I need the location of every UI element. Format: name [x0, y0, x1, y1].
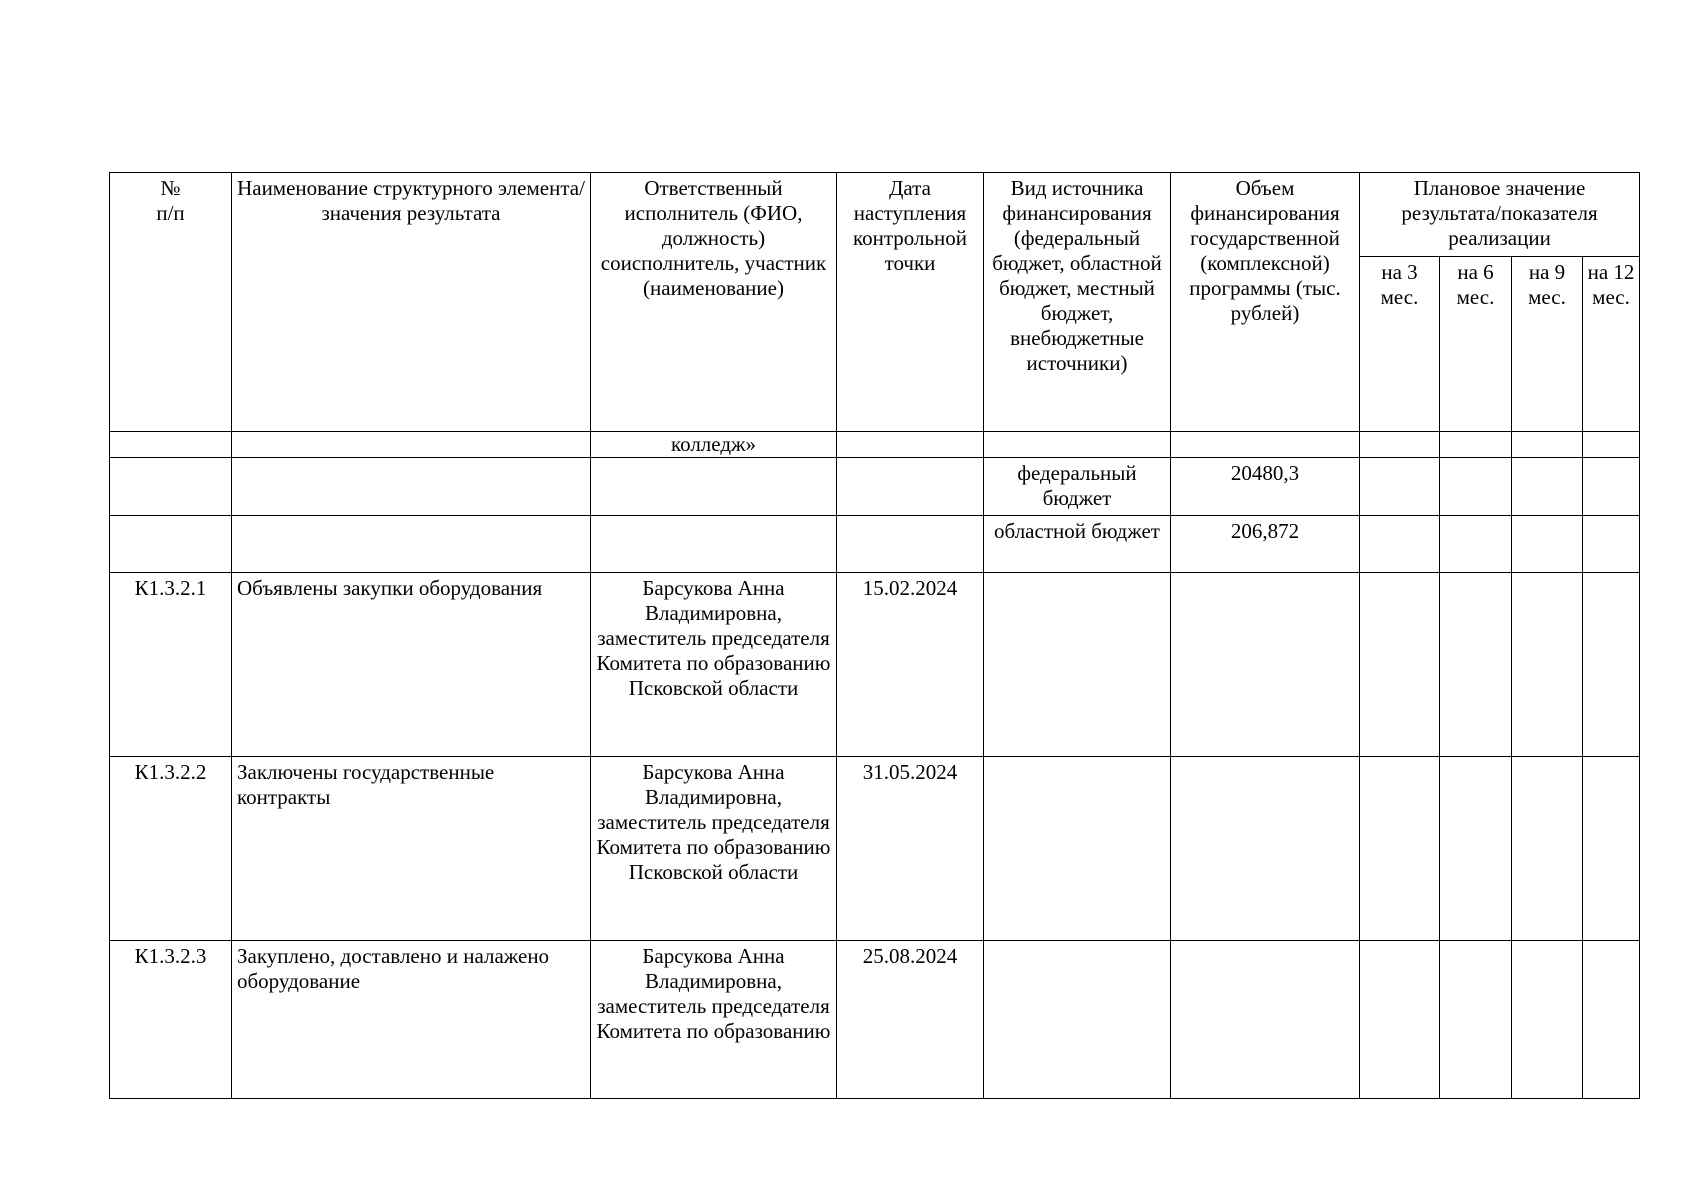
cell-plan-6: [1440, 516, 1512, 573]
cell-num: [110, 458, 232, 516]
cell-plan-9: [1512, 516, 1583, 573]
cell-plan-3: [1360, 516, 1440, 573]
cell-volume: [1171, 432, 1360, 458]
cell-date: 25.08.2024: [837, 941, 984, 1099]
cell-source: областной бюджет: [984, 516, 1171, 573]
cell-plan-9: [1512, 757, 1583, 941]
cell-executor: Барсукова Анна Владимировна, заместитель председателя Комитета по образованию Псковской области: [591, 573, 837, 757]
header-plan-6: на 6 мес.: [1440, 257, 1512, 432]
cell-plan-12: [1583, 573, 1640, 757]
cell-num: [110, 516, 232, 573]
cell-plan-12: [1583, 757, 1640, 941]
table-row: [110, 941, 1640, 1099]
cell-plan-3: [1360, 458, 1440, 516]
cell-volume: 206,872: [1171, 516, 1360, 573]
cell-volume: [1171, 757, 1360, 941]
cell-plan-3: [1360, 757, 1440, 941]
cell-source: федеральный бюджет: [984, 458, 1171, 516]
cell-executor: колледж»: [591, 432, 837, 458]
cell-plan-9: [1512, 432, 1583, 458]
cell-plan-9: [1512, 941, 1583, 1099]
table-row: [110, 432, 1640, 458]
cell-plan-12: [1583, 516, 1640, 573]
cell-plan-6: [1440, 757, 1512, 941]
cell-plan-3: [1360, 573, 1440, 757]
table-body: [110, 432, 1640, 1099]
header-plan-9: на 9 мес.: [1512, 257, 1583, 432]
table-row: [110, 573, 1640, 757]
cell-executor: Барсукова Анна Владимировна, заместитель председателя Комитета по образованию: [591, 941, 837, 1099]
cell-volume: [1171, 941, 1360, 1099]
cell-date: [837, 458, 984, 516]
cell-date: [837, 516, 984, 573]
cell-plan-9: [1512, 458, 1583, 516]
cell-plan-12: [1583, 432, 1640, 458]
header-source: Вид источника финансирования (федеральный бюджет, областной бюджет, местный бюджет, внебюджетные источники): [984, 173, 1171, 432]
cell-plan-6: [1440, 432, 1512, 458]
cell-plan-9: [1512, 573, 1583, 757]
cell-name: [232, 458, 591, 516]
cell-source: [984, 573, 1171, 757]
cell-num: К1.3.2.1: [110, 573, 232, 757]
header-plan-12: на 12 мес.: [1583, 257, 1640, 432]
cell-num: К1.3.2.3: [110, 941, 232, 1099]
cell-name: Закуплено, доставлено и налажено оборудование: [232, 941, 591, 1099]
cell-date: [837, 432, 984, 458]
cell-name: Заключены государственные контракты: [232, 757, 591, 941]
cell-name: Объявлены закупки оборудования: [232, 573, 591, 757]
cell-source: [984, 432, 1171, 458]
cell-num: [110, 432, 232, 458]
cell-source: [984, 941, 1171, 1099]
cell-executor: Барсукова Анна Владимировна, заместитель председателя Комитета по образованию Псковской области: [591, 757, 837, 941]
cell-name: [232, 516, 591, 573]
cell-plan-6: [1440, 458, 1512, 516]
cell-plan-12: [1583, 458, 1640, 516]
table-header: [110, 173, 1640, 432]
cell-date: 15.02.2024: [837, 573, 984, 757]
cell-source: [984, 757, 1171, 941]
cell-plan-6: [1440, 941, 1512, 1099]
header-plan-3: на 3 мес.: [1360, 257, 1440, 432]
table-row: [110, 458, 1640, 516]
cell-plan-6: [1440, 573, 1512, 757]
cell-executor: [591, 458, 837, 516]
cell-date: 31.05.2024: [837, 757, 984, 941]
cell-plan-3: [1360, 432, 1440, 458]
cell-num: К1.3.2.2: [110, 757, 232, 941]
cell-name: [232, 432, 591, 458]
table-row: [110, 757, 1640, 941]
table-row: [110, 516, 1640, 573]
header-date: Дата наступления контрольной точки: [837, 173, 984, 432]
cell-volume: 20480,3: [1171, 458, 1360, 516]
cell-volume: [1171, 573, 1360, 757]
header-executor: Ответственный исполнитель (ФИО, должность) соисполнитель, участник (наименование): [591, 173, 837, 432]
header-volume: Объем финансирования государственной (комплексной) программы (тыс. рублей): [1171, 173, 1360, 432]
header-plan: Плановое значение результата/показателя реализации: [1360, 173, 1640, 257]
cell-executor: [591, 516, 837, 573]
header-name: Наименование структурного элемента/ значения результата: [232, 173, 591, 432]
cell-plan-3: [1360, 941, 1440, 1099]
plan-table: [109, 172, 1640, 1099]
header-num: № п/п: [110, 173, 232, 432]
cell-plan-12: [1583, 941, 1640, 1099]
